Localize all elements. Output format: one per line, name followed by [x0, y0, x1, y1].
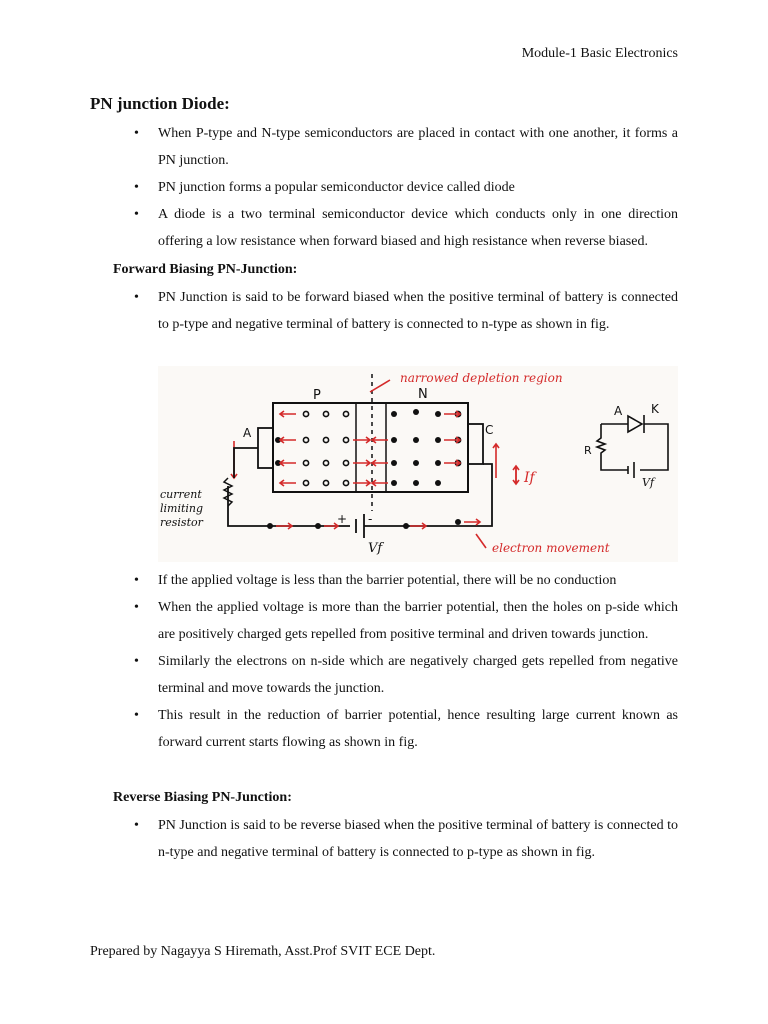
reverse-bullet-list	[134, 812, 678, 866]
n-region-label: N	[418, 387, 428, 402]
anode-contact	[258, 428, 273, 468]
arrow	[444, 460, 460, 466]
resistor-label: current limiting resistor	[160, 488, 204, 529]
schematic-cathode-label: K	[651, 402, 659, 416]
arrow	[280, 460, 296, 466]
source-voltage-label: Vf	[368, 541, 383, 556]
electron	[435, 437, 441, 443]
hole	[323, 411, 328, 416]
hole	[303, 437, 308, 442]
schematic-battery	[628, 462, 634, 478]
arrow	[276, 523, 292, 529]
hole	[303, 480, 308, 485]
schematic-resistor-label: R	[584, 444, 592, 457]
electron	[267, 523, 273, 529]
arrow	[493, 444, 499, 478]
hole	[323, 460, 328, 465]
electron	[391, 411, 397, 417]
depletion-pointer	[370, 380, 390, 392]
electron	[391, 480, 397, 486]
electron	[403, 523, 409, 529]
electron	[413, 409, 419, 415]
arrow	[444, 437, 460, 443]
schematic-resistor	[597, 424, 605, 456]
electron	[435, 480, 441, 486]
battery-plus: +	[337, 512, 348, 526]
arrow	[464, 519, 480, 525]
forward-bias-figure	[158, 366, 678, 562]
hole	[343, 480, 348, 485]
hole	[343, 460, 348, 465]
hole	[303, 411, 308, 416]
arrow	[280, 437, 296, 443]
list-item: • Similarly the electrons on n-side which are negatively charged gets repelled from negative terminal and move towards the junction.	[134, 648, 678, 702]
list-item: • PN Junction is said to be forward biased when the positive terminal of battery is connected to p-type and negative terminal of battery is connected to n-type as shown in fig.	[134, 284, 678, 338]
diode-symbol	[628, 416, 642, 432]
hole	[343, 411, 348, 416]
arrow	[410, 523, 426, 529]
hole	[303, 460, 308, 465]
p-region-label: P	[313, 388, 321, 403]
list-item: • A diode is a two terminal semiconductor device which conducts only in one direction offering a low resistance when forward biased and high resistance when reverse biased.	[134, 201, 678, 255]
electron-movement-label: electron movement	[492, 541, 610, 555]
battery-minus: -	[368, 512, 373, 526]
resistor-label-data: current limiting resistor	[158, 366, 168, 367]
forward-bias-heading: Forward Biasing PN-Junction:	[113, 262, 298, 277]
electron	[391, 437, 397, 443]
list-item: • When P-type and N-type semiconductors are placed in contact with one another, it forms a PN junction.	[134, 120, 678, 174]
arrow	[280, 411, 296, 417]
list-item: • PN junction forms a popular semiconductor device called diode	[134, 174, 678, 201]
list-item: • PN Junction is said to be reverse biased when the positive terminal of battery is connected to n-type and negative terminal of battery is connected to p-type as shown in fig.	[134, 812, 678, 866]
list-item: • When the applied voltage is more than the barrier potential, then the holes on p-side which are positively charged gets repelled from positive terminal and driven towards junction.	[134, 594, 678, 648]
arrow	[324, 523, 338, 529]
electron	[413, 480, 419, 486]
arrow	[280, 480, 296, 486]
carrier-arrows	[231, 411, 519, 486]
electrons-group	[275, 409, 441, 486]
electron	[413, 437, 419, 443]
schematic-wire	[601, 456, 628, 470]
electron	[455, 519, 461, 525]
cathode-contact	[468, 424, 483, 464]
electron	[315, 523, 321, 529]
cathode-contact-label: C	[485, 423, 494, 437]
page-header: Module-1 Basic Electronics	[521, 46, 678, 61]
arrow	[444, 411, 460, 417]
schematic-anode-label: A	[614, 404, 623, 418]
hole	[343, 437, 348, 442]
list-item: • If the applied voltage is less than the barrier potential, there will be no conduction	[134, 567, 678, 594]
list-item: • This result in the reduction of barrier potential, hence resulting large current known as forward current starts flowing as shown in fig.	[134, 702, 678, 756]
forward-current-label: If	[524, 470, 535, 486]
hole	[323, 437, 328, 442]
diode-schematic	[597, 415, 668, 478]
page-title: PN junction Diode:	[90, 94, 230, 113]
reverse-bias-heading: Reverse Biasing PN-Junction:	[113, 790, 292, 805]
page-footer: Prepared by Nagayya S Hiremath, Asst.Prof SVIT ECE Dept.	[90, 944, 436, 959]
electron	[435, 460, 441, 466]
forward-bias-diagram	[158, 366, 678, 562]
electron-pointer	[476, 534, 486, 548]
forward-bullet-list	[134, 284, 678, 338]
anode-contact-label: A	[243, 426, 252, 440]
electron	[435, 411, 441, 417]
electron	[413, 460, 419, 466]
forward-explanation-list	[134, 567, 678, 756]
electron	[391, 460, 397, 466]
schematic-voltage-label: Vf	[642, 476, 655, 489]
intro-bullet-list	[134, 120, 678, 255]
hole	[323, 480, 328, 485]
depletion-region-label: narrowed depletion region	[400, 371, 563, 385]
holes-group	[303, 411, 460, 485]
